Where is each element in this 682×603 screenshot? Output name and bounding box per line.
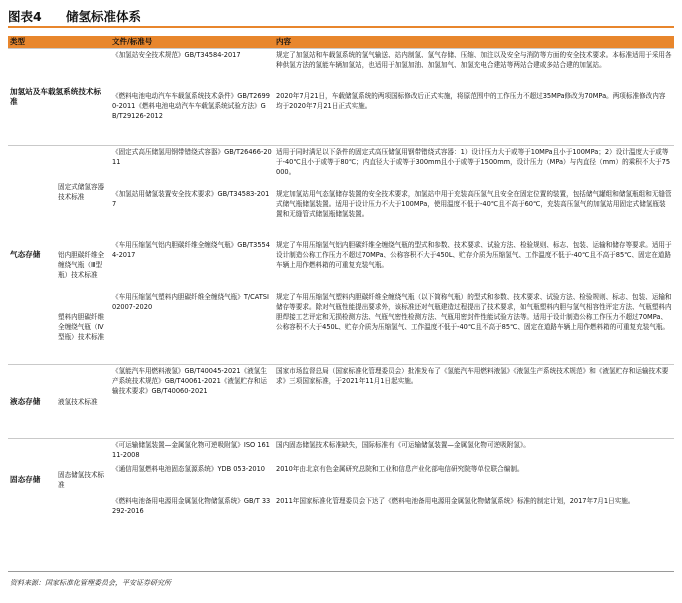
content-cell: 2020年7月21日，车载储氢系统的两项国标修改后正式实施，将原范围中的工作压力不超过35MPa修改为70MPa。两项标准修改内容均于2020年7月21日正式实施。 [276,91,666,110]
standard-cell: 《车用压缩氢气塑料内胆碳纤维全缠绕气瓶》T/CATSI 02007-2020 [112,292,269,311]
standard-cell: 《氢能汽车用燃料液氢》GB/T40045-2021《液氢生产系统技术规范》GB/T40061-2021《液氢贮存和运输技术要求》GB/T40060-2021 [110,365,274,439]
content-cell: 国内固态储氢技术标准缺失，国际标准有《可运输储氢装置—金属氢化物可逆吸附氢》。 [274,439,674,463]
category-cell: 固态存储 [8,439,52,521]
category-cell: 气态存储 [8,146,52,365]
content-cell: 规定了加氢站和车载氢系统的氢气输送、站内制氢、氢气存储、压缩、加注以及安全与消防等方面的安全技术要求。本标准适用于采用各种供氢方法的氢能车辆加氢站，也适用于加氢加油、加氢加气、加氢充电合建站等两站合建或多站合建的加氢站。 [274,49,674,90]
category-cell: 加氢站及车载氢系统技术标准 [8,49,110,146]
content-cell: 规定了车用压缩氢气铝内胆碳纤维全缠绕气瓶的型式和参数、技术要求、试验方法、检验规则、标志、包装、运输和储存等要求。适用于设计制造公称工作压力不超过70MPa、公称容积不大于450L、贮存介质为压缩氢气、工作温度不低于-40℃且不高于85℃、固定在道路车辆上用作燃料箱的可重复充装气瓶。 [276,240,672,269]
content-cell: 规定了车用压缩氢气塑料内胆碳纤维全缠绕气瓶（以下简称气瓶）的型式和参数、技术要求、试验方法、检验规则、标志、包装、运输和储存等要求。除对气瓶性能提出要求外，该标准还对气瓶建造过程提出了技术要求，如气瓶塑料内胆与氢气相容性评定方法、气瓶塑料内胆焊接工艺评定和无损检测方法、气瓶气密性检测方法、气瓶用密封件性能试验方法等。适用于设计制造公称工作压力不超过70MPa、公称容积不大于450L、贮存介质为压缩氢气、工作温度不低于-40℃且不高于85℃、固定在道路车辆上用作燃料箱的可重复充装气瓶。 [276,292,672,331]
category-cell: 液态存储 [8,365,52,439]
standard-cell: 《可运输储氢装置—金属氢化物可逆吸附氢》ISO 16111-2008 [110,439,274,463]
standards-table [8,36,674,521]
header-category: 类型 [8,36,110,49]
subcategory-cell: 固定式储氢容器技术标准 [52,146,110,239]
standard-cell: 《燃料电池备用电源用金属氢化物储氢系统》GB/T 33292-2016 [112,496,271,515]
content-cell: 适用于同时满足以下条件的固定式高压储氢用钢带错绕式容器：1）设计压力大于或等于10MPa且小于100MPa；2）设计温度大于或等于-40℃且小于或等于80℃；内直径大于或等于300mm且小于或等于1500mm，设计压力（MPa）与内直径（mm）的乘积不大于75000。 [274,146,674,188]
table-bottom-rule [8,571,674,572]
content-cell: 2010年由北京有色金属研究总院和工业和信息产业化部电信研究院等单位联合编制。 [276,464,524,473]
standard-cell: 《加氢站用储氢装置安全技术要求》GB/T34583-2017 [112,189,270,208]
standard-cell: 《固定式高压储氢用钢带错绕式容器》GB/T26466-2011 [110,146,274,188]
content-cell: 规定加氢站用气态氢储存装置的安全技术要求，加氢站中用于充装高压氢气且安全在固定位置的装置，包括储气罐组和储氢瓶组和无缝管式储气瓶储氢装置。适用于设计压力不大于100MPa，使用温度不低于-40℃且不高于60℃，充装高压氢气的加氢站用固定式储氢瓶装置和无缝管式储氢瓶储氢装置。 [276,189,672,218]
table-row [8,239,674,291]
figure-title: 储氢标准体系 [66,9,142,24]
figure-header [8,4,674,28]
table-row [8,49,674,90]
standard-cell: 《燃料电池电动汽车车载氢系统技术条件》GB/T26990-2011《燃料电池电动汽车车载氢系统试验方法》GB/T29126-2012 [112,91,270,120]
figure-label: 图表4 [8,9,42,24]
header-content: 内容 [274,36,674,49]
table-header-row [8,36,674,49]
standard-cell: 《车用压缩氢气铝内胆碳纤维全缠绕气瓶》GB/T35544-2017 [112,240,270,259]
table-row [8,365,674,439]
header-files: 文件/标准号 [110,36,274,49]
content-cell: 国家市场监督总局（国家标准化管理委员会）批准发布了《氢能汽车用燃料液氢》《液氢生产系统技术规范》和《液氢贮存和运输技术要求》三项国家标准，于2021年11月1日起实施。 [274,365,674,439]
standard-cell: 《通信用氢燃料电池固态氢源系统》YDB 053-2010 [112,464,265,473]
table-row [8,146,674,188]
content-cell: 2011年国家标准化管理委员会下达了《燃料电池备用电源用金属氢化物储氢系统》标准的制定计划，2017年7月1日实施。 [276,496,635,505]
table-row [8,439,674,463]
subcategory-cell: 固态储氢技术标准 [52,439,110,521]
source-note: 资料来源：国家标准化管理委员会，平安证券研究所 [10,579,171,587]
table-row [8,291,674,365]
subcategory-cell: 液氢技术标准 [52,365,110,439]
subcategory-cell: 塑料内胆碳纤维全缠绕气瓶（Ⅳ型瓶）技术标准 [58,313,105,342]
subcategory-cell: 铝内胆碳纤维全缠绕气瓶（Ⅲ型瓶）技术标准 [58,250,105,279]
standard-cell: 《加氢站安全技术规范》GB/T34584-2017 [110,49,274,90]
